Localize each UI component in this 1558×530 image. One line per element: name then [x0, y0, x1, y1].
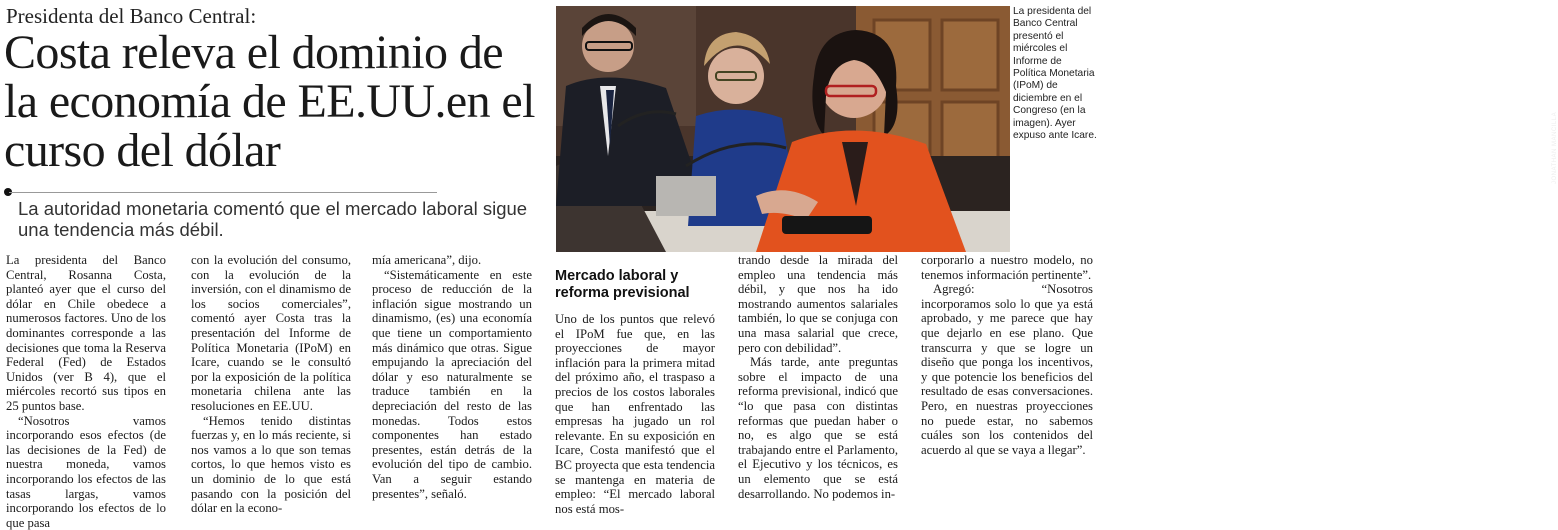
photo-caption: La presidenta del Banco Central presentó el miércoles el Informe de Política Monetaria (IPoM) de diciembre en el Congreso (en la imagen). Ayer expuso ante Icare. [1013, 6, 1097, 142]
paragraph: Más tarde, ante preguntas sobre el impacto de una reforma previsional, indicó que “lo que pasa con distintas reformas que puedan haber o no, es algo que se está trabajando entre el Parlamento, el Ejecutivo y los técnicos, es un elemento que se está desarrollando. No podemos in- [738, 355, 898, 501]
article-summary: La autoridad monetaria comentó que el mercado laboral sigue una tendencia más débil. [18, 198, 528, 240]
paragraph: trando desde la mirada del empleo una tendencia más débil, y que nos ha ido mostrando aumentos salariales también, lo que se conjuga con una masa salarial que crece, pero con debilidad”. [738, 253, 898, 355]
photo-credit: JONATHAN MANCILLA [1552, 111, 1558, 184]
paragraph: Uno de los puntos que relevó el IPoM fue que, en las proyecciones de mayor inflación para la primera mitad del próximo año, el traspaso a precios de los costos laborales que han enfrentado las empresas ha jugado un rol relevante. En su exposición en Icare, Costa manifestó que el BC proyecta que esta tendencia se mantenga en materia de empleo: “El mercado laboral nos está mos- [555, 312, 715, 516]
text-column-4 [555, 312, 715, 516]
text-column-3 [372, 253, 532, 501]
paragraph: “Hemos tenido distintas fuerzas y, en lo más reciente, si nos vamos a lo que son temas cortos, lo que hemos visto es un dominio de lo que está pasando con la posición del dólar en la econo- [191, 413, 351, 516]
paragraph: La presidenta del Banco Central, Rosanna Costa, planteó ayer que el curso del dólar en Chile obedece a numerosos factores. Uno de los dominantes corresponde a las decisiones que toma la Reserva Federal (Fed) de Estados Unidos (ver B 4), que el miércoles recortó sus tipos en 25 puntos base. [6, 253, 166, 413]
section-subhead: Mercado laboral y reforma previsional [555, 268, 690, 301]
text-column-6 [921, 253, 1093, 457]
photo-illustration [556, 6, 1010, 252]
paragraph: “Nosotros vamos incorporando esos efectos (de las decisiones de la Fed) de nuestra moneda, vamos incorporando los efectos de las tasas largas, vamos incorporando los efectos de lo que pasa [6, 413, 166, 530]
headline-divider [9, 192, 437, 193]
paragraph: “Sistemáticamente en este proceso de reducción de la inflación sigue mostrando un dinamismo, (es) una economía que tiene un comportamiento más dinámico que otras. Sigue empujando la apreciación del dólar y eso naturalmente se traduce también en la depreciación del resto de las monedas. Todos estos componentes han estado presentes, están detrás de la evolución del tipo de cambio. Van a seguir estando presentes”, señaló. [372, 267, 532, 501]
text-column-5 [738, 253, 898, 501]
paragraph: corporarlo a nuestro modelo, no tenemos información pertinente”. [921, 253, 1093, 282]
text-column-1 [6, 253, 166, 530]
article-kicker: Presidenta del Banco Central: [6, 4, 257, 28]
text-column-2 [191, 253, 351, 516]
paragraph: con la evolución del consumo, con la evolución de la inversión, con el dinamismo de los socios comerciales”, comentó ayer Costa tras la presentación del Informe de Política Monetaria (IPoM) en Icare, cuando se le consultó por la exposición de la política monetaria chilena ante las resoluciones en EE.UU. [191, 253, 351, 413]
paragraph: Agregó: “Nosotros incorporamos solo lo que ya está aprobado, y me parece que hay que dejarlo en ese plano. Que transcurra y que se logre un diseño que ponga los incentivos, y que potencie los beneficios del resultado de esas conversaciones. Pero, en nuestras proyecciones no puede estar, no sabemos cuáles son los contenidos del acuerdo al que se vaya a llegar”. [921, 282, 1093, 457]
paragraph: mía americana”, dijo. [372, 253, 482, 267]
article-headline: Costa releva el dominio de la economía de EE.UU.en el curso del dólar [4, 26, 535, 177]
